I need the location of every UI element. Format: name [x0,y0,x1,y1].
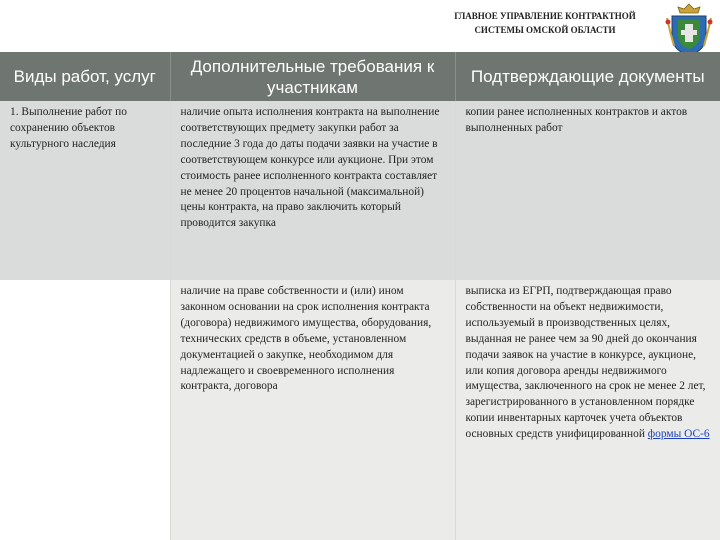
table-row [0,101,720,280]
org-name-line-2: СИСТЕМЫ ОМСКОЙ ОБЛАСТИ [474,25,616,35]
org-name-line-1: ГЛАВНОЕ УПРАВЛЕНИЕ КОНТРАКТНОЙ [454,11,636,21]
cell-documents: копии ранее исполненных контрактов и актов выполненных работ [455,101,720,280]
omsk-coat-of-arms-icon [664,2,714,58]
cell-requirement: наличие на праве собственности и (или) ином законном основании на срок исполнения контракта (договора) недвижимого имущества, оборудования, технических средств в объеме, установленном документацией о закупке, необходимом для надлежащего и своевременного исполнения контракта, договора [170,280,455,540]
organization-header [410,9,680,37]
requirements-table-container [0,52,720,540]
table-row [0,280,720,540]
cell-documents-text: выписка из ЕГРП, подтверждающая право собственности на объект недвижимости, используемый в производственных целях, выданная не ранее чем за 90 дней до окончания подачи заявок на участие в конкурсе, аукционе, или копия договора аренды недвижимого имущества, заключенного на срок не менее 2 лет, зарегистрированного в установленном порядке копии инвентарных карточек учета объектов основных средств унифицированной [465,285,706,441]
cell-documents [455,280,720,540]
column-header-works: Виды работ, услуг [0,52,170,101]
column-header-documents: Подтверждающие документы [455,52,720,101]
column-header-requirements: Дополнительные требования к участникам [170,52,455,101]
cell-work: 1. Выполнение работ по сохранению объектов культурного наследия [0,101,170,280]
cell-work [0,280,170,540]
requirements-table [0,52,720,540]
form-os6-link[interactable]: формы ОС-6 [647,428,710,441]
table-header-row [0,52,720,101]
cell-requirement: наличие опыта исполнения контракта на выполнение соответствующих предмету закупки работ за последние 3 года до даты подачи заявки на участие в соответствующем конкурсе или аукционе. При этом стоимость ранее исполненного контракта составляет не менее 20 процентов начальной (максимальной) цены контракта, на право заключить который проводится закупка [170,101,455,280]
